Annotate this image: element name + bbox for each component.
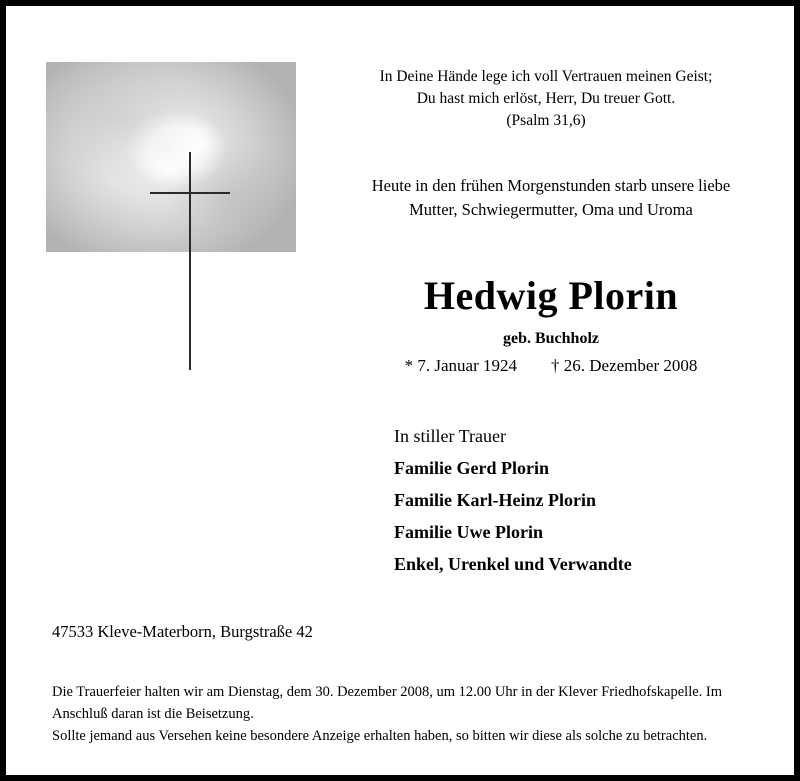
scripture-verse	[336, 66, 756, 132]
service-note-line-1: Die Trauerfeier halten wir am Dienstag, dem 30. Dezember 2008, um 12.00 Uhr in der Klever Friedhofskapelle. Im	[52, 684, 723, 700]
deceased-name: Hedwig Plorin	[423, 273, 679, 318]
mourning-lead: In stiller Trauer	[394, 426, 506, 446]
verse-reference: (Psalm 31,6)	[506, 112, 586, 129]
verse-line-1: In Deine Hände lege ich voll Vertrauen meinen Geist;	[379, 68, 713, 85]
card-inner	[6, 6, 794, 775]
announcement-line-2: Mutter, Schwiegermutter, Oma und Uroma	[409, 199, 693, 219]
family-item: Familie Gerd Plorin	[394, 458, 549, 478]
service-note-line-2: Anschluß daran ist die Beisetzung.	[52, 705, 254, 722]
cross-icon-horizontal	[150, 192, 230, 194]
cross-icon-vertical	[189, 152, 191, 370]
family-item: Familie Karl-Heinz Plorin	[394, 490, 596, 510]
family-item: Familie Uwe Plorin	[394, 522, 543, 542]
family-item: Enkel, Urenkel und Verwandte	[394, 554, 632, 574]
announcement-line-1: Heute in den frühen Morgenstunden starb unsere liebe	[371, 176, 731, 195]
service-note-line-3: Sollte jemand aus Versehen keine besondere Anzeige erhalten haben, so bitten wir diese als solche zu betrachten.	[52, 727, 708, 744]
mourners-list	[394, 426, 774, 575]
memorial-photo	[46, 62, 296, 252]
birth-date: * 7. Januar 1924	[404, 356, 518, 375]
life-dates	[336, 356, 766, 376]
service-notes	[52, 682, 762, 747]
verse-line-2: Du hast mich erlöst, Herr, Du treuer Gott.	[416, 90, 676, 107]
address-line: 47533 Kleve-Materborn, Burgstraße 42	[52, 622, 313, 641]
death-date: † 26. Dezember 2008	[551, 356, 698, 375]
maiden-name: geb. Buchholz	[502, 330, 599, 347]
announcement-text	[336, 174, 766, 222]
